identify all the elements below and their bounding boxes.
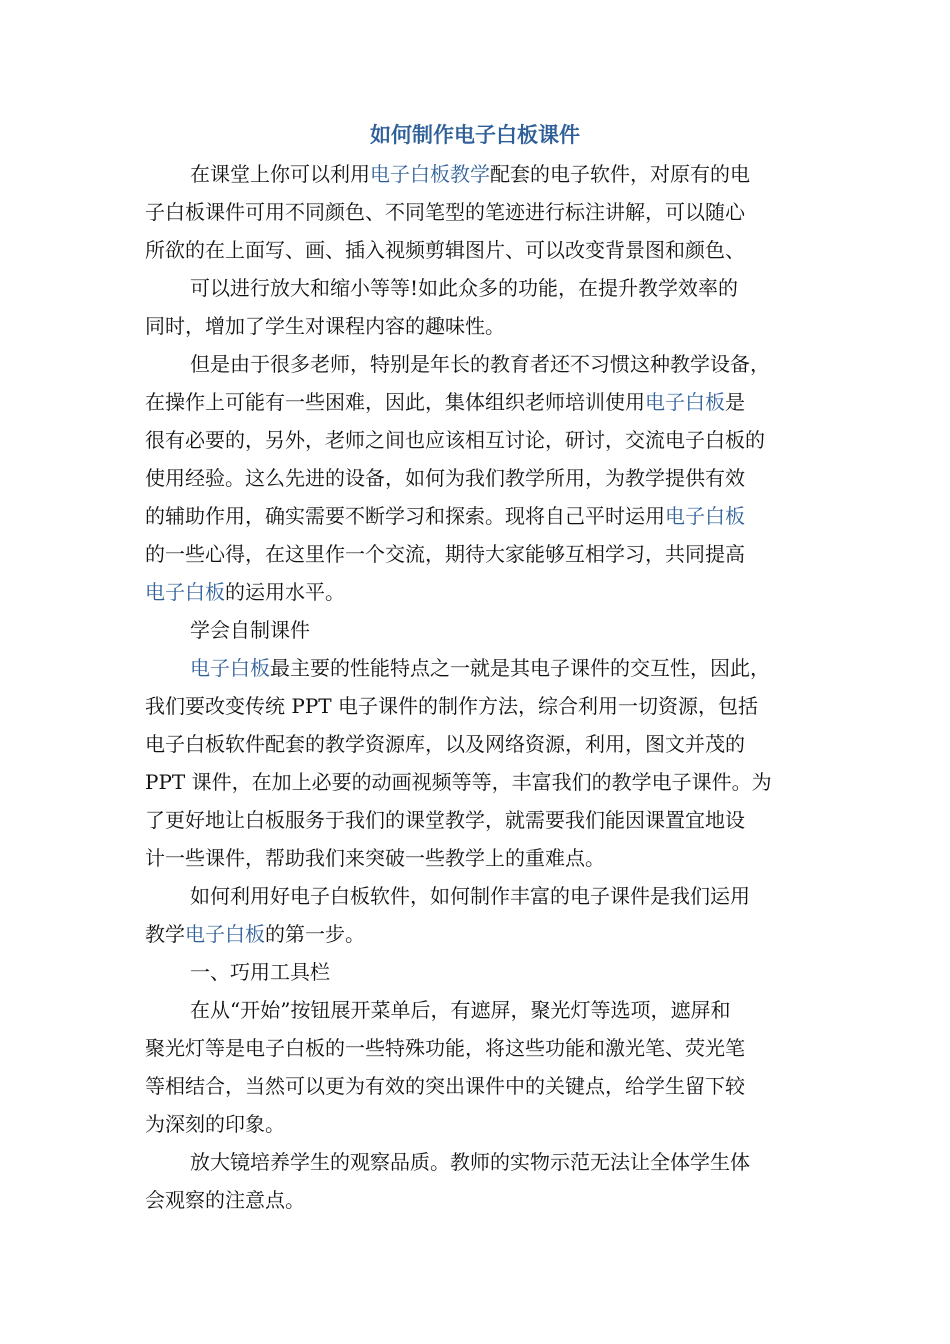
text-segment: 等相结合，当然可以更为有效的突出课件中的关键点，给学生留下较 <box>145 1074 745 1098</box>
text-segment: 的辅助作用，确实需要不断学习和探索。现将自己平时运用 <box>145 504 665 528</box>
text-line <box>190 160 750 188</box>
text-segment: 使用经验。这么先进的设备，如何为我们教学所用，为教学提供有效 <box>145 466 745 490</box>
text-line <box>145 1072 745 1100</box>
hyperlink[interactable]: 电子白板教学 <box>370 162 490 186</box>
text-segment: 同时，增加了学生对课程内容的趣味性。 <box>145 314 505 338</box>
text-segment: 如何利用好电子白板软件，如何制作丰富的电子课件是我们运用 <box>190 884 750 908</box>
hyperlink[interactable]: 电子白板 <box>145 580 225 604</box>
text-line <box>145 920 365 948</box>
text-segment: 计一些课件，帮助我们来突破一些教学上的重难点。 <box>145 846 605 870</box>
text-segment: 我们要改变传统 PPT 电子课件的制作方法，综合利用一切资源，包括 <box>145 694 758 718</box>
text-line <box>190 616 310 644</box>
text-line <box>145 730 745 758</box>
text-segment: 教学 <box>145 922 185 946</box>
text-segment: 子白板课件可用不同颜色、不同笔型的笔迹进行标注讲解，可以随心 <box>145 200 745 224</box>
text-segment: 学会自制课件 <box>190 618 310 642</box>
text-segment: 会观察的注意点。 <box>145 1188 305 1212</box>
text-line <box>145 692 758 720</box>
text-segment: 在从“开始”按钮展开菜单后，有遮屏，聚光灯等选项，遮屏和 <box>190 998 731 1022</box>
text-line <box>190 654 770 682</box>
text-segment: 为深刻的印象。 <box>145 1112 285 1136</box>
text-segment: 很有必要的，另外，老师之间也应该相互讨论，研讨，交流电子白板的 <box>145 428 765 452</box>
text-line <box>145 844 605 872</box>
text-segment: 电子白板软件配套的教学资源库，以及网络资源，利用，图文并茂的 <box>145 732 745 756</box>
text-segment: 但是由于很多老师，特别是年长的教育者还不习惯这种教学设备， <box>190 352 770 376</box>
document-title: 如何制作电子白板课件 <box>370 122 580 147</box>
text-segment: 配套的电子软件，对原有的电 <box>490 162 750 186</box>
text-line <box>145 426 765 454</box>
text-line <box>190 1148 750 1176</box>
text-line <box>145 768 772 796</box>
text-segment: 在操作上可能有一些困难，因此，集体组织老师培训使用 <box>145 390 645 414</box>
text-line <box>145 806 745 834</box>
text-line <box>145 464 745 492</box>
text-line <box>145 1034 745 1062</box>
text-line <box>145 502 745 530</box>
text-line <box>145 236 745 264</box>
hyperlink[interactable]: 电子白板 <box>665 504 745 528</box>
text-segment: PPT 课件，在加上必要的动画视频等等，丰富我们的教学电子课件。为 <box>145 770 772 794</box>
text-line <box>145 388 745 416</box>
text-segment: 在课堂上你可以利用 <box>190 162 370 186</box>
hyperlink[interactable]: 电子白板 <box>190 656 270 680</box>
text-segment: 了更好地让白板服务于我们的课堂教学，就需要我们能因课置宜地设 <box>145 808 745 832</box>
text-segment: 的第一步。 <box>265 922 365 946</box>
text-line <box>145 578 345 606</box>
text-line <box>145 1186 305 1214</box>
text-line <box>145 1110 285 1138</box>
text-line <box>145 540 745 568</box>
text-segment: 的一些心得，在这里作一个交流，期待大家能够互相学习，共同提高 <box>145 542 745 566</box>
text-segment: 是 <box>725 390 745 414</box>
hyperlink[interactable]: 电子白板 <box>645 390 725 414</box>
hyperlink[interactable]: 电子白板 <box>185 922 265 946</box>
text-line <box>190 274 738 302</box>
text-segment: 最主要的性能特点之一就是其电子课件的交互性，因此， <box>270 656 770 680</box>
text-segment: 所欲的在上面写、画、插入视频剪辑图片、可以改变背景图和颜色、 <box>145 238 745 262</box>
text-line <box>190 882 750 910</box>
text-line <box>190 958 330 986</box>
text-segment: 可以进行放大和缩小等等!如此众多的功能，在提升教学效率的 <box>190 276 739 300</box>
text-line <box>190 996 730 1024</box>
text-line <box>145 198 745 226</box>
text-segment: 一、巧用工具栏 <box>190 960 330 984</box>
text-segment: 放大镜培养学生的观察品质。教师的实物示范无法让全体学生体 <box>190 1150 750 1174</box>
text-line <box>145 312 505 340</box>
text-segment: 的运用水平。 <box>225 580 345 604</box>
text-line <box>190 350 770 378</box>
text-segment: 聚光灯等是电子白板的一些特殊功能，将这些功能和激光笔、荧光笔 <box>145 1036 745 1060</box>
